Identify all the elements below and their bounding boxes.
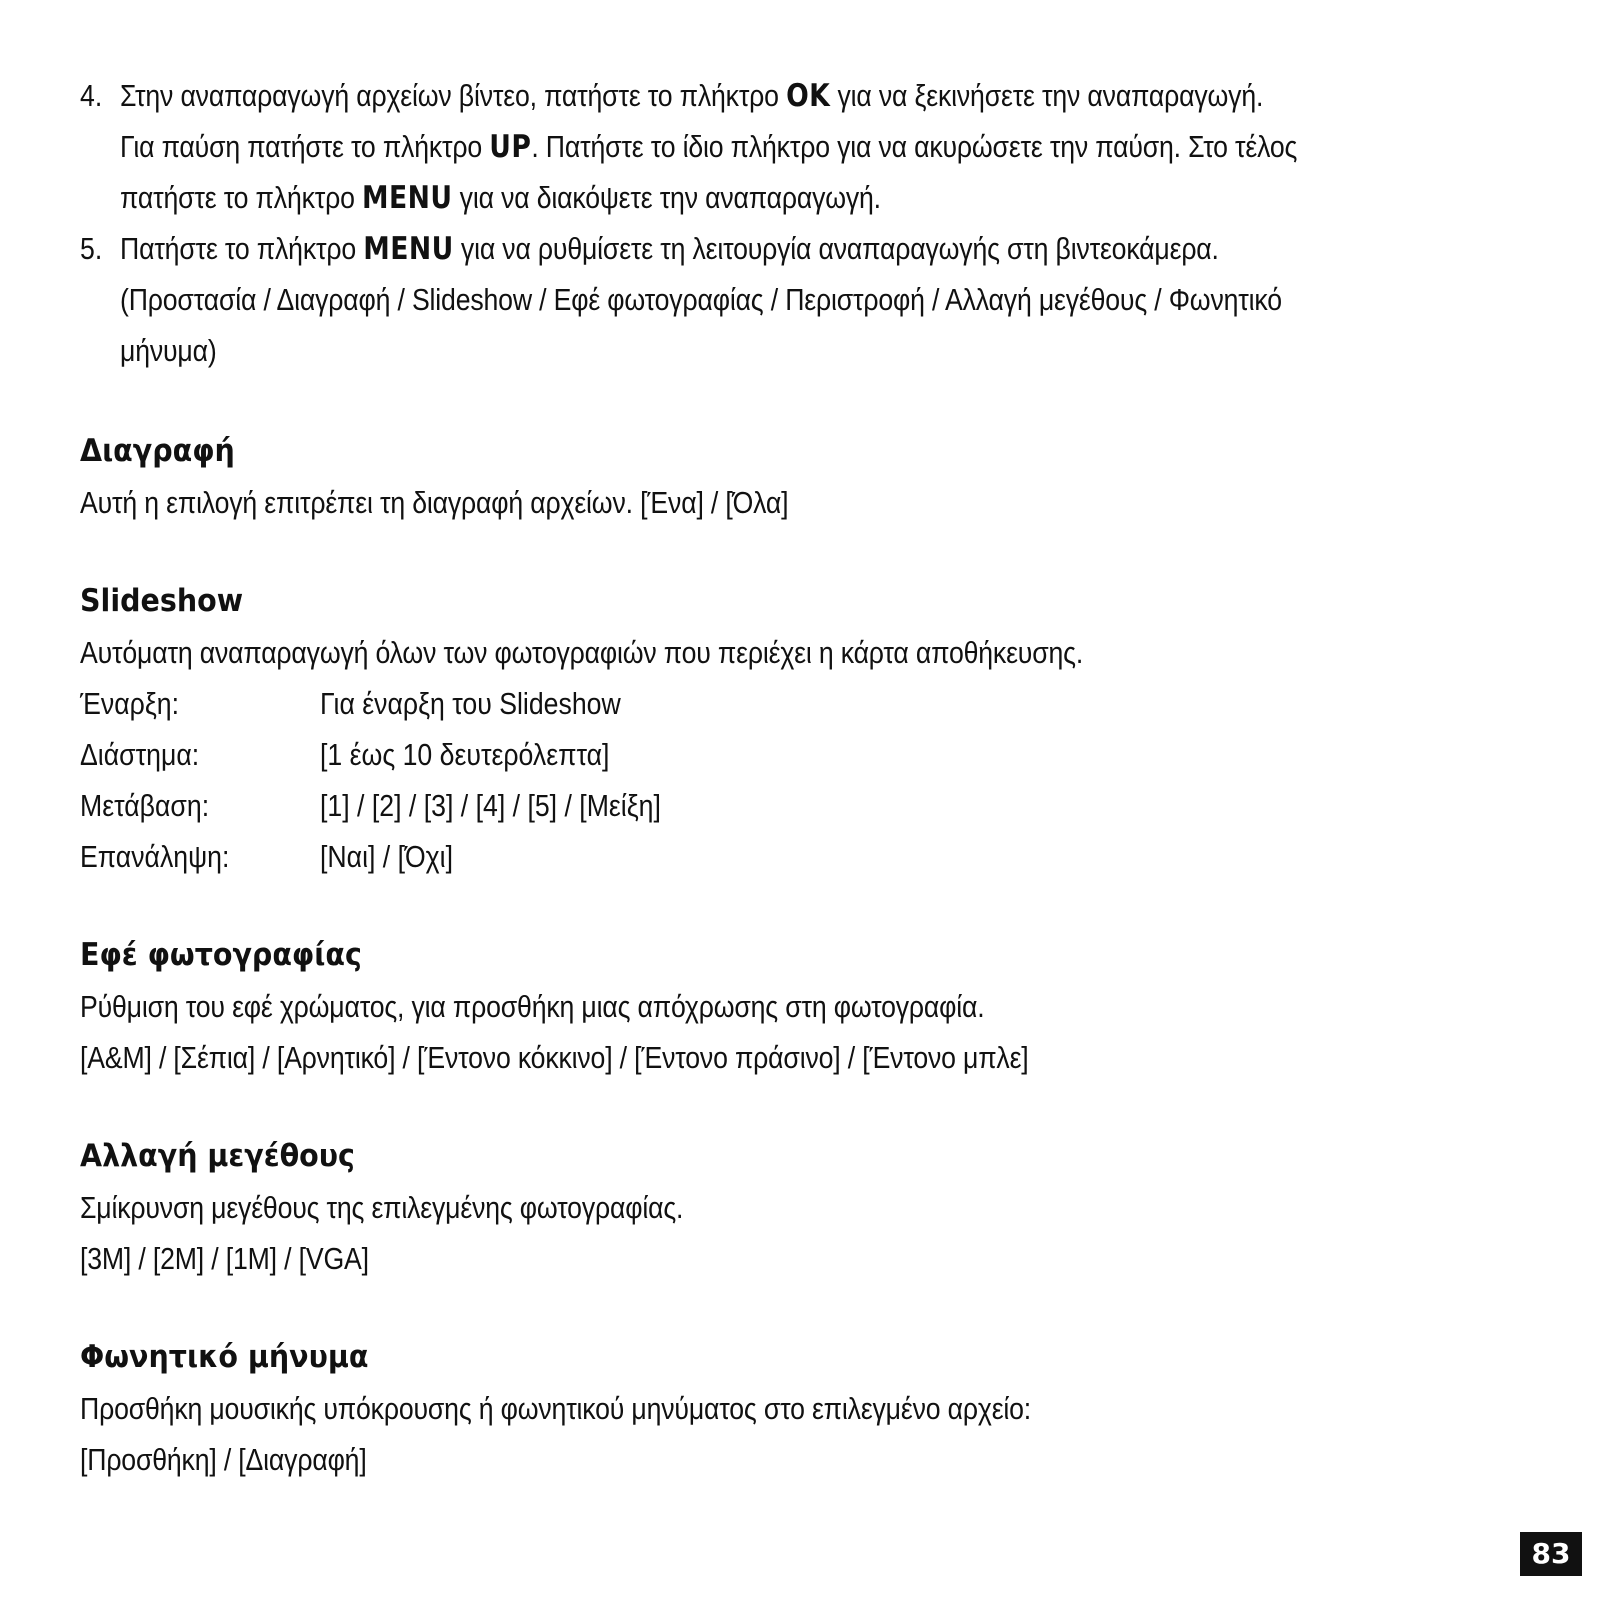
- option-value: [1] / [2] / [3] / [4] / [5] / [Μείξη]: [320, 788, 661, 823]
- list-item-4-line-2: Για παύση πατήστε το πλήκτρο UP. Πατήστε το ίδιο πλήκτρο για να ακυρώσετε την παύση. Στο τέλος: [120, 129, 1298, 165]
- list-number: 5.: [80, 231, 103, 266]
- section-heading: Φωνητικό μήνυμα: [80, 1339, 369, 1375]
- section-delete: [80, 426, 1540, 528]
- option-value: [1 έως 10 δευτερόλεπτα]: [320, 737, 610, 772]
- section-text: Προσθήκη μουσικής υπόκρουσης ή φωνητικού μηνύματος στο επιλεγμένο αρχείο:: [80, 1391, 1032, 1426]
- option-value: [Ναι] / [Όχι]: [320, 839, 454, 874]
- section-heading: Διαγραφή: [80, 433, 235, 469]
- list-item-5-line-3: μήνυμα): [120, 333, 217, 368]
- option-label: Μετάβαση:: [80, 788, 210, 823]
- list-number: 4.: [80, 78, 103, 113]
- section-photo-effect: [80, 930, 1540, 1083]
- page-number-badge: 83: [1520, 1532, 1582, 1576]
- section-text: Αυτή η επιλογή επιτρέπει τη διαγραφή αρχείων. [Ένα] / [Όλα]: [80, 485, 789, 520]
- option-row-transition: [80, 780, 1540, 831]
- section-resize: [80, 1131, 1540, 1284]
- key-menu: MENU: [363, 231, 454, 267]
- section-heading: Slideshow: [80, 583, 244, 619]
- section-heading: Εφέ φωτογραφίας: [80, 937, 362, 973]
- option-value: Για έναρξη του Slideshow: [320, 686, 621, 721]
- section-slideshow: [80, 576, 1540, 882]
- option-label: Έναρξη:: [80, 686, 179, 721]
- list-item-5-line-2: (Προστασία / Διαγραφή / Slideshow / Εφέ φωτογραφίας / Περιστροφή / Αλλαγή μεγέθους / Φωνητικό: [120, 282, 1282, 317]
- section-options: [Α&Μ] / [Σέπια] / [Αρνητικό] / [Έντονο κόκκινο] / [Έντονο πράσινο] / [Έντονο μπλε]: [80, 1040, 1029, 1075]
- section-text: Ρύθμιση του εφέ χρώματος, για προσθήκη μιας απόχρωσης στη φωτογραφία.: [80, 989, 985, 1024]
- section-text: Αυτόματη αναπαραγωγή όλων των φωτογραφιών που περιέχει η κάρτα αποθήκευσης.: [80, 635, 1084, 670]
- manual-page: [80, 70, 1540, 1485]
- option-row-start: [80, 678, 1540, 729]
- option-row-repeat: [80, 831, 1540, 882]
- key-up: UP: [489, 129, 532, 165]
- section-options: [Προσθήκη] / [Διαγραφή]: [80, 1442, 367, 1477]
- option-label: Διάστημα:: [80, 737, 200, 772]
- key-ok: OK: [786, 78, 831, 114]
- list-item-4-line-1: Στην αναπαραγωγή αρχείων βίντεο, πατήστε το πλήκτρο OK για να ξεκινήσετε την αναπαραγωγή.: [120, 78, 1264, 114]
- section-voice-memo: [80, 1332, 1540, 1485]
- list-item-5: [80, 223, 1540, 376]
- option-row-interval: [80, 729, 1540, 780]
- list-item-5-line-1: Πατήστε το πλήκτρο MENU για να ρυθμίσετε τη λειτουργία αναπαραγωγής στη βιντεοκάμερα.: [120, 231, 1219, 267]
- list-item-4-line-3: πατήστε το πλήκτρο MENU για να διακόψετε την αναπαραγωγή.: [120, 180, 881, 216]
- list-item-4: [80, 70, 1540, 223]
- section-heading: Αλλαγή μεγέθους: [80, 1138, 355, 1174]
- section-options: [3M] / [2M] / [1M] / [VGA]: [80, 1241, 369, 1276]
- key-menu: MENU: [362, 180, 453, 216]
- section-text: Σμίκρυνση μεγέθους της επιλεγμένης φωτογραφίας.: [80, 1190, 684, 1225]
- option-label: Επανάληψη:: [80, 839, 230, 874]
